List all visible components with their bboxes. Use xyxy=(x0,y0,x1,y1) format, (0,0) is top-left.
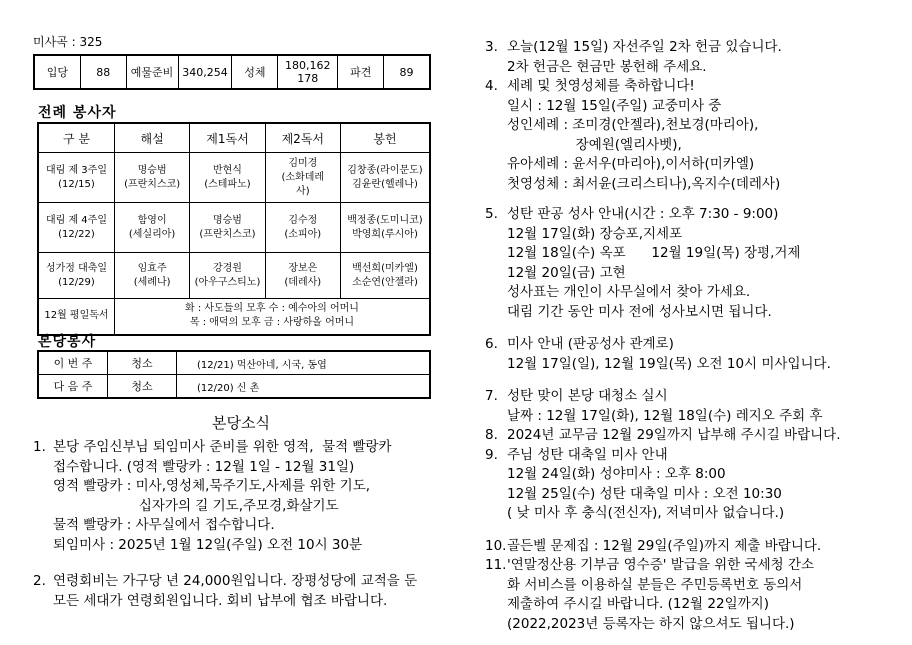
list-item xyxy=(33,438,448,555)
stats-table xyxy=(33,54,431,90)
item-number: 5. xyxy=(485,206,498,222)
item-number: 1. xyxy=(33,439,46,455)
item-line: 영적 빨랑카 : 미사,영성체,묵주기도,사제를 위한 기도, xyxy=(53,478,371,494)
stat-label: 입당 xyxy=(34,55,80,89)
item-line: 12월 20일(금) 고현 xyxy=(507,264,626,281)
item-body xyxy=(507,205,800,322)
item-body xyxy=(507,556,814,634)
item-line: 성인세례 : 조미경(안젤라),천보경(마리아), xyxy=(507,117,759,133)
item-line: 퇴임미사 : 2025년 1월 12일(주일) 오전 10시 30분 xyxy=(53,536,363,553)
item-line: 십자가의 길 기도,주모경,화살기도 xyxy=(53,497,339,514)
item-line: 본당 주임신부님 퇴임미사 준비를 위한 영적, 물적 빨랑카 xyxy=(53,439,392,455)
reading1-cell: 반현식 (스테파노) xyxy=(190,153,265,203)
item-body xyxy=(507,38,782,77)
stat-label: 성체 xyxy=(232,55,278,89)
list-item xyxy=(485,426,885,446)
item-number: 10. xyxy=(485,537,507,554)
offering-cell: 백선희(미카엘) 소순연(안젤라) xyxy=(340,253,430,299)
duty-table xyxy=(37,350,431,399)
table-row xyxy=(38,253,430,299)
stat-value: 88 xyxy=(80,55,126,89)
item-line: 주님 성탄 대축일 미사 안내 xyxy=(507,446,668,463)
reading2-cell: 김미경 (소화데레 사) xyxy=(265,153,340,203)
list-item xyxy=(485,38,885,77)
item-number: 4. xyxy=(485,78,498,94)
col-header: 제1독서 xyxy=(190,123,265,153)
offering-cell: 김창종(라이문도) 김윤란(헬레나) xyxy=(340,153,430,203)
item-line: (2022,2023년 등록자는 하지 않으셔도 됩니다.) xyxy=(507,615,795,632)
item-line: 일시 : 12월 15일(주일) 교중미사 중 xyxy=(507,97,722,114)
duty-detail: (12/20) 신 촌 xyxy=(177,375,431,399)
list-item xyxy=(485,556,885,634)
item-body xyxy=(507,335,831,374)
item-line: 대림 기간 동안 미사 전에 성사보시면 됩니다. xyxy=(507,303,772,320)
week-cell: 대림 제 4주일 (12/22) xyxy=(38,203,114,253)
duty-task: 청소 xyxy=(108,351,177,375)
item-number: 2. xyxy=(33,573,46,589)
item-line: 2024년 교무금 12월 29일까지 납부해 주시길 바랍니다. xyxy=(507,427,841,443)
stat-label: 파견 xyxy=(338,55,384,89)
weekday-readings xyxy=(114,299,430,335)
item-line: 연령회비는 가구당 년 24,000원입니다. 장평성당에 교적을 둔 xyxy=(53,573,418,589)
item-number: 11. xyxy=(485,557,507,573)
col-header: 해설 xyxy=(114,123,189,153)
duty-label: 다 음 주 xyxy=(38,375,108,399)
week-cell: 성가정 대축일 (12/29) xyxy=(38,253,114,299)
list-item xyxy=(485,205,885,322)
item-body xyxy=(507,426,841,446)
duty-detail: (12/21) 먹산아네, 시국, 동엽 xyxy=(177,351,431,375)
mass-hymn: 미사곡 : 325 xyxy=(33,35,103,49)
item-number: 8. xyxy=(485,427,498,443)
col-header: 구 분 xyxy=(38,123,114,153)
reading1-cell: 강경원 (아우구스티노) xyxy=(190,253,265,299)
stat-value: 180,162 178 xyxy=(278,55,338,89)
reading1-cell: 명승범 (프란치스코) xyxy=(190,203,265,253)
item-line: 12월 17일(화) 장승포,지세포 xyxy=(507,225,683,242)
item-line: 물적 빨랑카 : 사무실에서 접수합니다. xyxy=(53,517,275,533)
stat-value: 340,254 xyxy=(178,55,232,89)
item-body xyxy=(53,438,392,555)
weekday-line: 화 : 사도들의 모후 수 : 예수아의 어머니 xyxy=(185,303,359,315)
item-line: 오늘(12월 15일) 자선주일 2차 헌금 있습니다. xyxy=(507,39,782,55)
col-header: 봉헌 xyxy=(340,123,430,153)
item-line: 성탄 판공 성사 안내(시간 : 오후 7:30 - 9:00) xyxy=(507,206,779,222)
duty-label: 이 번 주 xyxy=(38,351,108,375)
weekday-label: 12월 평일독서 xyxy=(38,299,114,335)
table-row xyxy=(38,153,430,203)
item-body xyxy=(507,446,784,524)
item-body xyxy=(53,572,417,611)
item-line: 제출하여 주시길 바랍니다. (12월 22일까지) xyxy=(507,596,769,612)
reading2-cell: 김수정 (소피아) xyxy=(265,203,340,253)
stat-value: 89 xyxy=(384,55,430,89)
item-body xyxy=(507,387,823,426)
news-heading: 본당소식 xyxy=(212,414,270,432)
duty-task: 청소 xyxy=(108,375,177,399)
offering-cell: 백정종(도미니코) 박영희(루시아) xyxy=(340,203,430,253)
item-line: 12월 18일(수) 옥포 12월 19일(목) 장평,거제 xyxy=(507,245,801,261)
list-item xyxy=(485,77,885,194)
item-number: 7. xyxy=(485,388,498,404)
table-row xyxy=(38,299,430,335)
duty-heading: 본당봉사 xyxy=(38,334,97,350)
commentary-cell: 임효주 (세례나) xyxy=(114,253,189,299)
commentary-cell: 함영이 (세실리아) xyxy=(114,203,189,253)
item-number: 6. xyxy=(485,336,498,352)
week-cell: 대림 제 3주일 (12/15) xyxy=(38,153,114,203)
item-number: 9. xyxy=(485,446,498,463)
item-line: ( 낮 미사 후 충식(전신자), 저녁미사 없습니다.) xyxy=(507,505,785,521)
list-item xyxy=(33,572,448,611)
list-item xyxy=(485,446,885,524)
item-line: 골든벨 문제집 : 12월 29일(주일)까지 제출 바랍니다. xyxy=(507,537,822,554)
item-line: 미사 안내 (판공성사 관계로) xyxy=(507,336,674,352)
service-table xyxy=(37,122,431,336)
item-line: 12월 25일(수) 성탄 대축일 미사 : 오전 10:30 xyxy=(507,485,782,502)
right-news-list xyxy=(485,38,885,634)
col-header: 제2독서 xyxy=(265,123,340,153)
item-line: '연말정산용 기부금 영수증' 발급을 위한 국세청 간소 xyxy=(507,557,815,573)
item-line: 모든 세대가 연령회원입니다. 회비 납부에 협조 바랍니다. xyxy=(53,592,388,609)
table-row xyxy=(38,375,430,399)
list-item xyxy=(485,387,885,426)
item-body xyxy=(507,537,821,557)
item-line: 12월 24일(화) 성야미사 : 오후 8:00 xyxy=(507,466,726,482)
list-item xyxy=(485,537,885,557)
item-line: 장예원(엘리사벳), xyxy=(507,136,682,153)
commentary-cell: 명승범 (프란치스코) xyxy=(114,153,189,203)
weekday-line: 목 : 애덕의 모후 금 : 사랑하올 어머니 xyxy=(189,317,355,329)
service-heading: 전례 봉사자 xyxy=(38,105,117,121)
item-line: 유아세례 : 윤서우(마리아),이서하(미카엘) xyxy=(507,156,755,172)
item-line: 성탄 맞이 본당 대청소 실시 xyxy=(507,388,668,404)
item-line: 접수합니다. (영적 빨랑카 : 12월 1일 - 12월 31일) xyxy=(53,458,355,475)
item-line: 첫영성체 : 최서윤(크리스티나),옥지수(데레사) xyxy=(507,175,781,192)
table-row xyxy=(38,203,430,253)
table-row xyxy=(38,351,430,375)
reading2-cell: 장보은 (데레사) xyxy=(265,253,340,299)
item-line: 세례 및 첫영성체를 축하합니다! xyxy=(507,78,695,94)
stat-label: 예물준비 xyxy=(126,55,178,89)
item-line: 12월 17일(일), 12월 19일(목) 오전 10시 미사입니다. xyxy=(507,355,831,372)
item-number: 3. xyxy=(485,39,498,55)
item-body xyxy=(507,77,780,194)
left-news-list xyxy=(33,438,448,611)
list-item xyxy=(485,335,885,374)
item-line: 날짜 : 12월 17일(화), 12월 18일(수) 레지오 주회 후 xyxy=(507,407,823,424)
item-line: 성사표는 개인이 사무실에서 찾아 가세요. xyxy=(507,284,751,300)
item-line: 화 서비스를 이용하실 분들은 주민등록번호 동의서 xyxy=(507,576,803,593)
item-line: 2차 헌금은 현금만 봉헌해 주세요. xyxy=(507,58,707,75)
